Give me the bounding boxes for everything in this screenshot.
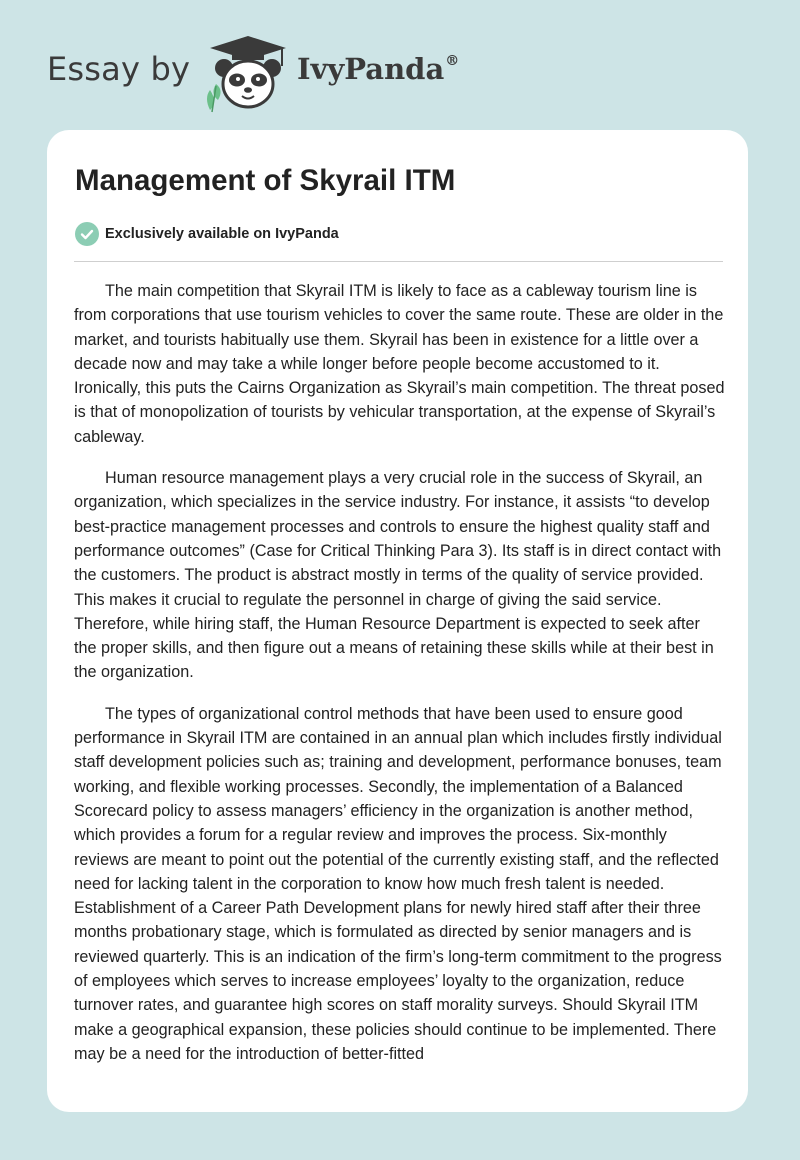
panda-graduate-icon[interactable] xyxy=(202,34,294,114)
trademark-symbol: ® xyxy=(445,53,460,69)
site-header xyxy=(0,0,800,120)
paragraph: The types of organizational control methods that have been used to ensure good performance in Skyrail ITM are contained in an annual plan which includes firstly individual staff development policies such as; training and development, performance bonuses, team working, and flexible working processes. Secondly, the implementation of a Balanced Scorecard policy to assess managers’ efficiency in the organization is another method, which provides a forum for a regular review and improves the process. Six-monthly reviews are meant to point out the potential of the currently existing staff, and the reflected need for lacking talent in the corporation to know how much fresh talent is needed. Establishment of a Career Path Development plans for newly hired staff after their three months probationary stage, which is formulated as directed by senior managers and is reviewed quarterly. This is an indication of the firm’s long-term commitment to the progress of employees which serves to increase employees’ loyalty to the organization, reduce turnover rates, and guarantee high scores on staff morality surveys. Should Skyrail ITM make a geographical expansion, these policies should continue to be implemented. There may be a need for the introduction of better-fitted xyxy=(74,704,722,1063)
brand-prefix: Essay by xyxy=(47,50,191,88)
exclusive-badge-label: Exclusively available on IvyPanda xyxy=(105,226,339,242)
divider xyxy=(74,261,723,262)
check-circle-icon xyxy=(75,222,99,246)
paragraph: The main competition that Skyrail ITM is likely to face as a cableway tourism line is from corporations that use tourism vehicles to cover the same route. These are older in the market, and tourists habitually use them. Skyrail has been in existence for a little over a decade now and may take a while longer before people become accustomed to it. Ironically, this puts the Cairns Organization as Skyrail’s main competition. The threat posed is that of monopolization of tourists by vehicular transportation, at the expense of Skyrail’s cableway. xyxy=(74,282,725,446)
paragraph: Human resource management plays a very crucial role in the success of Skyrail, an organization, which specializes in the service industry. For instance, it assists “to develop best-practice management processes and controls to ensure the highest quality staff and performance outcomes” (Case for Critical Thinking Para 3). Its staff is in direct contact with the customers. The product is abstract mostly in terms of the quality of service provided. This makes it crucial to regulate the personnel in charge of giving the said service. Therefore, while hiring staff, the Human Resource Department is expected to seek after the proper skills, and then figure out a means of retaining these skills while at their best in the organization. xyxy=(74,469,722,682)
brand-name xyxy=(297,52,459,86)
essay-body xyxy=(74,279,725,1083)
essay-card xyxy=(47,130,748,1112)
page-title: Management of Skyrail ITM xyxy=(75,164,456,197)
brand-name-text: IvyPanda xyxy=(297,52,445,86)
exclusive-badge xyxy=(75,221,339,247)
